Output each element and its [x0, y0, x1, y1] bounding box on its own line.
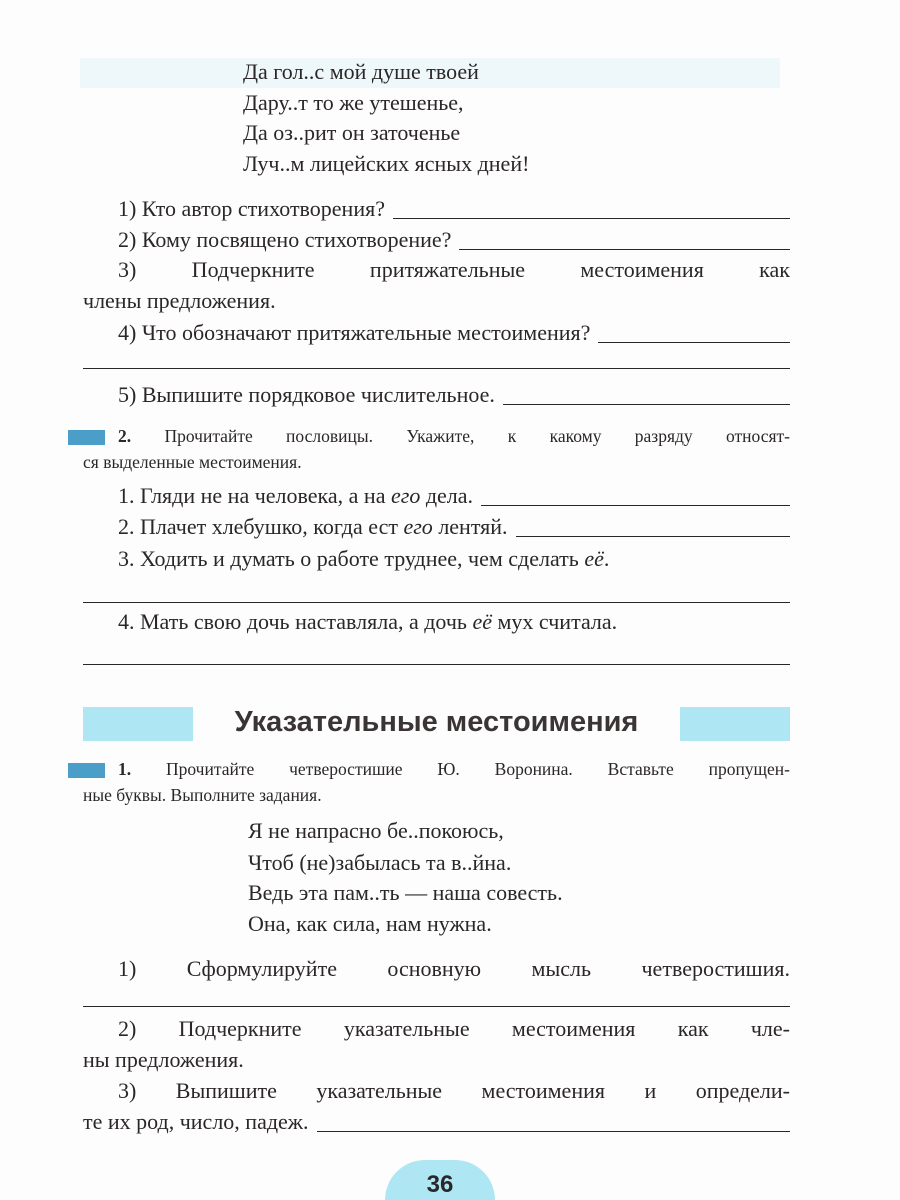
task-1-text-cont: ные буквы. Выполните задания. [83, 785, 322, 805]
poem-line: Да гол..с мой душе твоей [243, 59, 479, 84]
task1-question-1: 1) Сформулируйте основную мысль четверостишия. [118, 956, 790, 981]
heading-bar-left [83, 707, 193, 741]
answer-line[interactable] [83, 1006, 790, 1007]
question-2: 2) Кому посвящено стихотворение? [118, 226, 790, 254]
answer-field[interactable] [393, 198, 790, 219]
task-marker [68, 430, 105, 445]
poem-line: Да оз..рит он заточенье [243, 120, 461, 145]
poem-line: Луч..м лицейских ясных дней! [243, 151, 530, 176]
answer-field[interactable] [317, 1111, 791, 1132]
question-4: 4) Что обозначают притяжательные местоимения? [118, 319, 790, 347]
task1-question-3-cont: те их род, число, падеж. [83, 1108, 790, 1136]
poem-line: Чтоб (не)забылась та в..йна. [248, 850, 512, 875]
question-1: 1) Кто автор стихотворения? [118, 195, 790, 223]
question-5: 5) Выпишите порядковое числительное. [118, 381, 790, 409]
section-title: Указательные местоимения [234, 706, 639, 738]
poem-line: Ведь эта пам..ть — наша совесть. [248, 880, 563, 905]
task1-question-2: 2) Подчеркните указательные местоимения как чле- [118, 1016, 790, 1041]
answer-line[interactable] [83, 664, 790, 665]
answer-field[interactable] [503, 384, 790, 405]
proverb-1: 1. Гляди не на человека, а на его дела. [118, 482, 790, 510]
answer-line[interactable] [83, 602, 790, 603]
answer-field[interactable] [459, 229, 790, 250]
answer-field[interactable] [598, 322, 790, 343]
poem-line: Она, как сила, нам нужна. [248, 911, 492, 936]
proverb-2: 2. Плачет хлебушко, когда ест его лентяй. [118, 513, 790, 541]
question-3: 3) Подчеркните притяжательные местоимения как [118, 257, 790, 282]
task-2-text: 2. Прочитайте пословицы. Укажите, к какому разряду относят- [118, 426, 791, 446]
task-marker [68, 763, 105, 778]
answer-field[interactable] [516, 516, 790, 537]
task1-question-2-cont: ны предложения. [83, 1047, 244, 1072]
question-3-cont: члены предложения. [83, 288, 276, 313]
proverb-3: 3. Ходить и думать о работе труднее, чем сделать её. [118, 546, 610, 571]
heading-bar-right [680, 707, 790, 741]
task-1-text: 1. Прочитайте четверостишие Ю. Воронина. Вставьте пропущен- [118, 759, 790, 779]
poem-line: Я не напрасно бе..покоюсь, [248, 818, 504, 843]
poem-line: Дару..т то же утешенье, [243, 90, 464, 115]
proverb-4: 4. Мать свою дочь наставляла, а дочь её мух считала. [118, 609, 618, 634]
answer-field[interactable] [481, 485, 790, 506]
task1-question-3: 3) Выпишите указательные местоимения и определи- [118, 1078, 790, 1103]
page-number: 36 [385, 1160, 495, 1200]
task-2-text-cont: ся выделенные местоимения. [83, 452, 302, 472]
answer-line[interactable] [83, 368, 790, 369]
